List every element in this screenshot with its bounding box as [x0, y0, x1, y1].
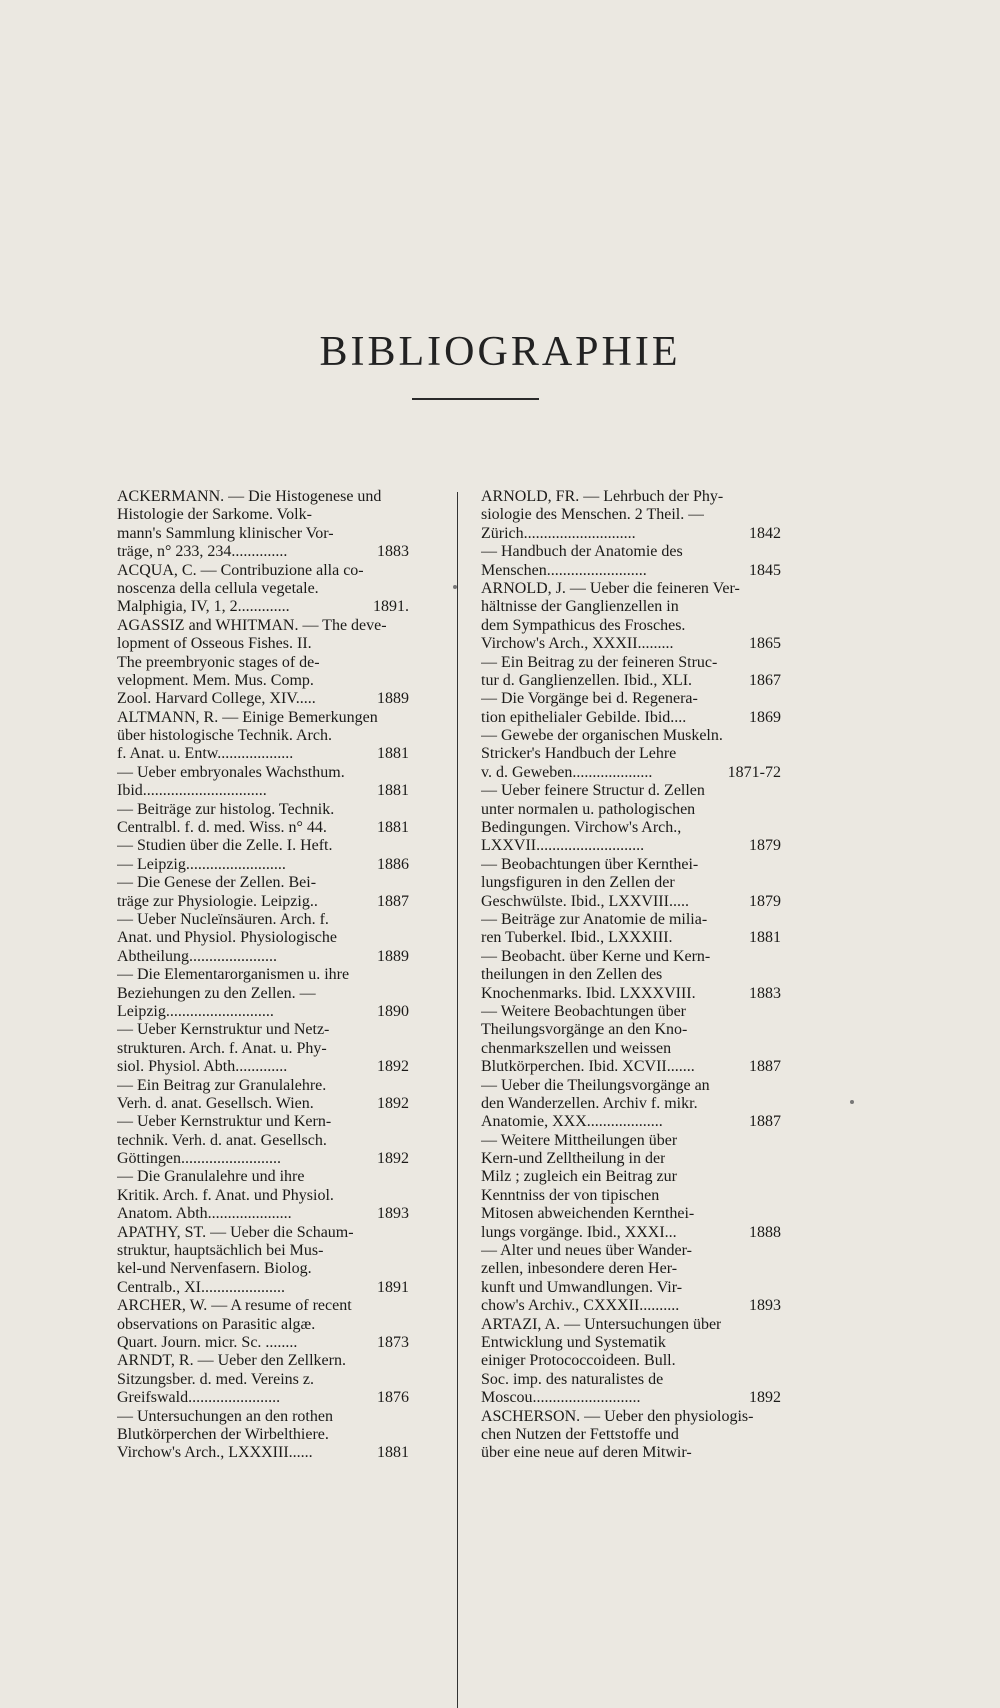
bibliography-line — [117, 672, 409, 690]
line-text: chenmarkszellen und weissen — [481, 1039, 672, 1057]
line-text: noscenza della cellula vegetale. — [117, 579, 319, 597]
line-text: Abtheilung...................... — [117, 947, 277, 965]
bibliography-line — [117, 598, 409, 616]
publication-year: 1893 — [377, 1205, 409, 1223]
line-text: Theilungsvorgänge an den Kno- — [481, 1021, 688, 1039]
bibliography-line — [117, 1021, 409, 1039]
bibliography-line — [117, 1058, 409, 1076]
bibliography-line — [117, 948, 409, 966]
line-text: Anatomie, XXX................... — [481, 1113, 663, 1131]
bibliography-line — [481, 598, 781, 616]
bibliography-line — [117, 1426, 409, 1444]
column-separator — [457, 492, 458, 1708]
bibliography-line — [117, 1077, 409, 1095]
bibliography-line — [481, 985, 781, 1003]
publication-year: 1883 — [377, 543, 409, 561]
line-text: ASCHERSON. — Ueber den physiologis- — [481, 1407, 754, 1425]
bibliography-line — [481, 1444, 781, 1462]
publication-year: 1865 — [749, 635, 781, 653]
line-text: — Ueber die Theilungsvorgänge an — [481, 1076, 710, 1094]
publication-year: 1881 — [377, 1444, 409, 1462]
line-text: tur d. Ganglienzellen. Ibid., XLI. — [481, 671, 693, 689]
publication-year: 1842 — [749, 524, 781, 542]
bibliography-line — [117, 985, 409, 1003]
publication-year: 1881 — [377, 745, 409, 763]
bibliography-line — [117, 525, 409, 543]
bibliography-left-column — [117, 488, 409, 1463]
line-text: Histologie der Sarkome. Volk- — [117, 506, 312, 524]
bibliography-line — [117, 543, 409, 561]
line-text: ARTAZI, A. — Untersuchungen über — [481, 1315, 722, 1333]
line-text: über eine neue auf deren Mitwir- — [481, 1444, 692, 1462]
bibliography-line — [481, 1205, 781, 1223]
line-text: den Wanderzellen. Archiv f. mikr. — [481, 1094, 698, 1112]
publication-year: 1887 — [749, 1058, 781, 1076]
bibliography-line — [481, 654, 781, 672]
bibliography-line — [481, 1260, 781, 1278]
line-text: — Studien über die Zelle. I. Heft. — [117, 837, 333, 855]
line-text: Ibid............................... — [117, 782, 267, 800]
bibliography-line — [481, 782, 781, 800]
publication-year: 1881 — [377, 782, 409, 800]
line-text: Sitzungsber. d. med. Vereins z. — [117, 1370, 315, 1388]
bibliography-line — [481, 1077, 781, 1095]
line-text: Virchow's Arch., LXXXIII...... — [117, 1444, 313, 1462]
line-text: Stricker's Handbuch der Lehre — [481, 745, 677, 763]
bibliography-line — [481, 1297, 781, 1315]
publication-year: 1889 — [377, 947, 409, 965]
line-text: — Leipzig......................... — [117, 855, 286, 873]
bibliography-line — [481, 525, 781, 543]
bibliography-line — [481, 635, 781, 653]
publication-year: 1881 — [749, 929, 781, 947]
bibliography-line — [481, 1352, 781, 1370]
line-text: Geschwülste. Ibid., LXXVIII..... — [481, 892, 689, 910]
line-text: lopment of Osseous Fishes. II. — [117, 635, 312, 653]
publication-year: 1891 — [377, 1278, 409, 1296]
publication-year: 1893 — [749, 1297, 781, 1315]
bibliography-line — [481, 1187, 781, 1205]
bibliography-line — [117, 764, 409, 782]
bibliography-line — [481, 911, 781, 929]
line-text: lungs vorgänge. Ibid., XXXI... — [481, 1223, 677, 1241]
line-text: ARNDT, R. — Ueber den Zellkern. — [117, 1352, 346, 1370]
bibliography-line — [481, 1113, 781, 1131]
bibliography-line — [117, 1095, 409, 1113]
line-text: velopment. Mem. Mus. Comp. — [117, 671, 314, 689]
line-text: — Ueber embryonales Wachsthum. — [117, 763, 345, 781]
line-text: — Weitere Beobachtungen über — [481, 1002, 687, 1020]
print-speck — [850, 1100, 854, 1104]
bibliography-line — [117, 801, 409, 819]
bibliography-line — [481, 1003, 781, 1021]
line-text: Verh. d. anat. Gesellsch. Wien. — [117, 1094, 314, 1112]
bibliography-line — [117, 488, 409, 506]
bibliography-line — [117, 690, 409, 708]
publication-year: 1892 — [377, 1058, 409, 1076]
bibliography-line — [481, 1021, 781, 1039]
line-text: Menschen......................... — [481, 561, 647, 579]
bibliography-line — [117, 929, 409, 947]
line-text: Centralbl. f. d. med. Wiss. n° 44. — [117, 819, 327, 837]
publication-year: 1873 — [377, 1333, 409, 1351]
bibliography-line — [117, 1408, 409, 1426]
bibliography-line — [481, 837, 781, 855]
bibliography-line — [481, 488, 781, 506]
bibliography-line — [481, 801, 781, 819]
line-text: AGASSIZ and WHITMAN. — The deve- — [117, 616, 387, 634]
line-text: f. Anat. u. Entw................... — [117, 745, 294, 763]
bibliography-line — [117, 1187, 409, 1205]
line-text: — Alter und neues über Wander- — [481, 1242, 692, 1260]
bibliography-line — [481, 1279, 781, 1297]
line-text: Malphigia, IV, 1, 2............. — [117, 598, 290, 616]
bibliography-line — [117, 745, 409, 763]
line-text: dem Sympathicus des Frosches. — [481, 616, 686, 634]
page-title: BIBLIOGRAPHIE — [319, 329, 681, 376]
bibliography-line — [117, 1316, 409, 1334]
line-text: LXXVII........................... — [481, 837, 645, 855]
bibliography-line — [117, 635, 409, 653]
bibliography-line — [481, 1168, 781, 1186]
publication-year: 1879 — [749, 837, 781, 855]
bibliography-line — [117, 1132, 409, 1150]
bibliography-line — [117, 1444, 409, 1462]
line-text: Anatom. Abth..................... — [117, 1205, 292, 1223]
line-text: — Ein Beitrag zur Granulalehre. — [117, 1076, 327, 1094]
line-text: Kritik. Arch. f. Anat. und Physiol. — [117, 1186, 334, 1204]
bibliography-line — [117, 727, 409, 745]
publication-year: 1888 — [749, 1223, 781, 1241]
bibliography-line — [117, 893, 409, 911]
line-text: — Beiträge zur histolog. Technik. — [117, 800, 335, 818]
line-text: Beziehungen zu den Zellen. — — [117, 984, 316, 1002]
line-text: zellen, inbesondere deren Her- — [481, 1260, 678, 1278]
line-text: Zool. Harvard College, XIV..... — [117, 690, 316, 708]
bibliography-line — [481, 1316, 781, 1334]
line-text: Anat. und Physiol. Physiologische — [117, 929, 338, 947]
bibliography-line — [117, 1224, 409, 1242]
bibliography-line — [481, 1095, 781, 1113]
bibliography-line — [481, 1132, 781, 1150]
line-text: ARNOLD, J. — Ueber die feineren Ver- — [481, 579, 740, 597]
bibliography-line — [481, 617, 781, 635]
bibliography-line — [481, 856, 781, 874]
line-text: Quart. Journ. micr. Sc. ........ — [117, 1333, 298, 1351]
line-text: — Ueber feinere Structur d. Zellen — [481, 782, 705, 800]
line-text: — Die Elementarorganismen u. ihre — [117, 966, 350, 984]
bibliography-line — [481, 948, 781, 966]
line-text: ARCHER, W. — A resume of recent — [117, 1297, 352, 1315]
bibliography-line — [481, 1408, 781, 1426]
line-text: Blutkörperchen der Wirbelthiere. — [117, 1425, 329, 1443]
bibliography-right-column — [481, 488, 781, 1463]
publication-year: 1871-72 — [727, 763, 781, 781]
line-text: — Beobacht. über Kerne und Kern- — [481, 947, 711, 965]
line-text: — Ueber Nucleïnsäuren. Arch. f. — [117, 910, 329, 928]
line-text: observations on Parasitic algæ. — [117, 1315, 316, 1333]
bibliography-line — [117, 617, 409, 635]
publication-year: 1887 — [749, 1113, 781, 1131]
line-text: ren Tuberkel. Ibid., LXXXIII. — [481, 929, 673, 947]
line-text: Leipzig........................... — [117, 1002, 274, 1020]
bibliography-line — [481, 874, 781, 892]
bibliography-line — [117, 562, 409, 580]
bibliography-line — [117, 1242, 409, 1260]
publication-year: 1867 — [749, 671, 781, 689]
line-text: The preembryonic stages of de- — [117, 653, 320, 671]
line-text: — Die Genese der Zellen. Bei- — [117, 874, 317, 892]
bibliography-line — [117, 1279, 409, 1297]
publication-year: 1892 — [749, 1389, 781, 1407]
publication-year: 1886 — [377, 855, 409, 873]
publication-year: 1892 — [377, 1094, 409, 1112]
title-rule — [412, 398, 539, 400]
bibliography-line — [117, 1352, 409, 1370]
bibliography-line — [117, 856, 409, 874]
bibliography-line — [481, 709, 781, 727]
bibliography-line — [481, 543, 781, 561]
line-text: Entwicklung und Systematik — [481, 1333, 666, 1351]
line-text: einiger Protococcoideen. Bull. — [481, 1352, 676, 1370]
line-text: ACKERMANN. — Die Histogenese und — [117, 488, 382, 505]
line-text: Greifswald....................... — [117, 1389, 281, 1407]
line-text: Göttingen......................... — [117, 1150, 281, 1168]
bibliography-line — [117, 1389, 409, 1407]
bibliography-line — [117, 782, 409, 800]
line-text: lungsfiguren in den Zellen der — [481, 874, 675, 892]
bibliography-line — [117, 837, 409, 855]
line-text: hältnisse der Ganglienzellen in — [481, 598, 679, 616]
line-text: kunft und Umwandlungen. Vir- — [481, 1278, 683, 1296]
line-text: Kern-und Zelltheilung in der — [481, 1150, 666, 1168]
publication-year: 1889 — [377, 690, 409, 708]
bibliography-line — [117, 709, 409, 727]
line-text: — Gewebe der organischen Muskeln. — [481, 727, 723, 745]
line-text: siol. Physiol. Abth............. — [117, 1058, 288, 1076]
line-text: kel-und Nervenfasern. Biolog. — [117, 1260, 312, 1278]
line-text: — Die Vorgänge bei d. Regenera- — [481, 690, 698, 708]
line-text: Zürich............................ — [481, 524, 636, 542]
bibliography-line — [481, 506, 781, 524]
line-text: Virchow's Arch., XXXII......... — [481, 635, 674, 653]
bibliography-line — [481, 1224, 781, 1242]
line-text: träge zur Physiologie. Leipzig.. — [117, 892, 318, 910]
line-text: über histologische Technik. Arch. — [117, 727, 332, 745]
line-text: siologie des Menschen. 2 Theil. — — [481, 506, 705, 524]
publication-year: 1879 — [749, 892, 781, 910]
line-text: struktur, hauptsächlich bei Mus- — [117, 1242, 324, 1260]
bibliography-line — [481, 727, 781, 745]
bibliography-line — [481, 819, 781, 837]
bibliography-line — [117, 1040, 409, 1058]
bibliography-line — [481, 1040, 781, 1058]
line-text: tion epithelialer Gebilde. Ibid.... — [481, 708, 687, 726]
bibliography-line — [481, 893, 781, 911]
line-text: — Ein Beitrag zu der feineren Struc- — [481, 653, 718, 671]
bibliography-line — [481, 1150, 781, 1168]
line-text: — Beiträge zur Anatomie de milia- — [481, 910, 708, 928]
bibliography-line — [117, 1297, 409, 1315]
line-text: unter normalen u. pathologischen — [481, 800, 696, 818]
line-text: träge, n° 233, 234.............. — [117, 543, 288, 561]
line-text: Centralb., XI..................... — [117, 1278, 285, 1296]
bibliography-line — [481, 929, 781, 947]
line-text: Knochenmarks. Ibid. LXXXVIII. — [481, 984, 696, 1002]
publication-year: 1881 — [377, 819, 409, 837]
line-text: theilungen in den Zellen des — [481, 966, 663, 984]
bibliography-line — [481, 966, 781, 984]
bibliography-line — [117, 1205, 409, 1223]
publication-year: 1883 — [749, 984, 781, 1002]
publication-year: 1845 — [749, 561, 781, 579]
publication-year: 1890 — [377, 1002, 409, 1020]
bibliography-line — [117, 1168, 409, 1186]
line-text: Kenntniss der von tipischen — [481, 1186, 660, 1204]
bibliography-line — [117, 1260, 409, 1278]
line-text: Bedingungen. Virchow's Arch., — [481, 819, 682, 837]
bibliography-line — [117, 966, 409, 984]
line-text: — Die Granulalehre und ihre — [117, 1168, 305, 1186]
line-text: chen Nutzen der Fettstoffe und — [481, 1425, 679, 1443]
line-text: APATHY, ST. — Ueber die Schaum- — [117, 1223, 354, 1241]
bibliography-line — [117, 506, 409, 524]
bibliography-line — [117, 1371, 409, 1389]
publication-year: 1891. — [373, 598, 409, 616]
bibliography-line — [117, 819, 409, 837]
publication-year: 1876 — [377, 1389, 409, 1407]
bibliography-line — [481, 580, 781, 598]
line-text: ALTMANN, R. — Einige Bemerkungen — [117, 708, 378, 726]
line-text: Soc. imp. des naturalistes de — [481, 1370, 664, 1388]
line-text: ARNOLD, FR. — Lehrbuch der Phy- — [481, 488, 724, 505]
line-text: — Untersuchungen an den rothen — [117, 1407, 333, 1425]
bibliography-line — [481, 764, 781, 782]
line-text: strukturen. Arch. f. Anat. u. Phy- — [117, 1039, 327, 1057]
bibliography-line — [117, 911, 409, 929]
line-text: — Handbuch der Anatomie des — [481, 543, 683, 561]
line-text: Blutkörperchen. Ibid. XCVII....... — [481, 1058, 695, 1076]
line-text: Moscou........................... — [481, 1389, 641, 1407]
line-text: Mitosen abweichenden Kernthei- — [481, 1205, 695, 1223]
bibliography-line — [117, 874, 409, 892]
bibliography-line — [117, 1113, 409, 1131]
bibliography-line — [481, 1426, 781, 1444]
line-text: chow's Archiv., CXXXII.......... — [481, 1297, 680, 1315]
bibliography-line — [481, 562, 781, 580]
bibliography-line — [117, 1334, 409, 1352]
bibliography-line — [481, 1334, 781, 1352]
line-text: — Weitere Mittheilungen über — [481, 1131, 678, 1149]
print-speck — [453, 585, 457, 589]
line-text: v. d. Geweben.................... — [481, 763, 653, 781]
bibliography-line — [117, 1150, 409, 1168]
line-text: technik. Verh. d. anat. Gesellsch. — [117, 1131, 327, 1149]
bibliography-line — [481, 1242, 781, 1260]
line-text: ACQUA, C. — Contribuzione alla co- — [117, 561, 364, 579]
bibliography-line — [481, 1058, 781, 1076]
line-text: Milz ; zugleich ein Beitrag zur — [481, 1168, 677, 1186]
publication-year: 1887 — [377, 892, 409, 910]
bibliography-line — [481, 1371, 781, 1389]
bibliography-line — [481, 672, 781, 690]
line-text: — Beobachtungen über Kernthei- — [481, 855, 699, 873]
bibliography-line — [481, 1389, 781, 1407]
bibliography-line — [117, 580, 409, 598]
bibliography-line — [481, 690, 781, 708]
publication-year: 1869 — [749, 708, 781, 726]
bibliography-line — [481, 745, 781, 763]
line-text: — Ueber Kernstruktur und Netz- — [117, 1021, 330, 1039]
bibliography-line — [117, 1003, 409, 1021]
line-text: mann's Sammlung klinischer Vor- — [117, 524, 334, 542]
publication-year: 1892 — [377, 1150, 409, 1168]
bibliography-line — [117, 654, 409, 672]
line-text: — Ueber Kernstruktur und Kern- — [117, 1113, 332, 1131]
